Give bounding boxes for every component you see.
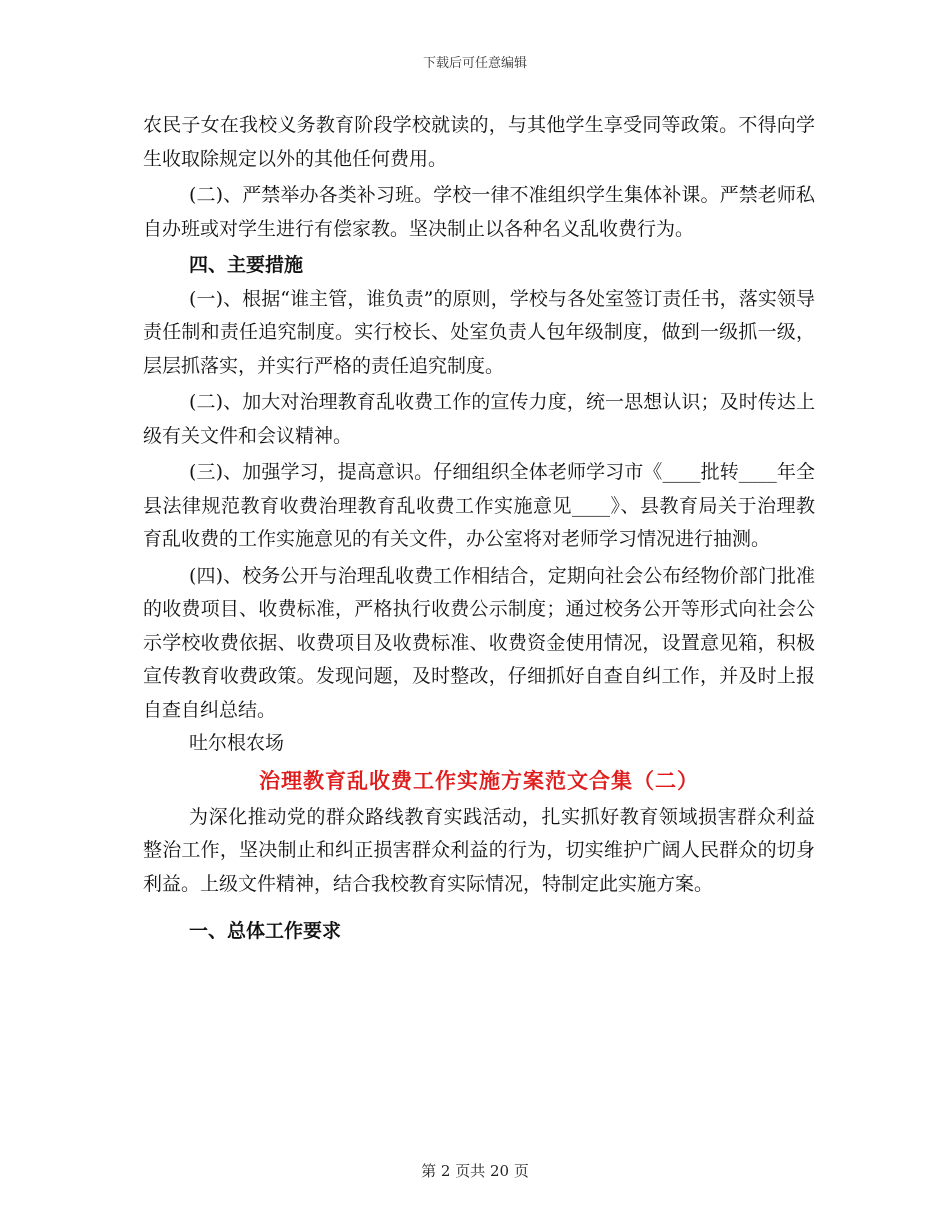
document-body <box>143 109 815 949</box>
heading-overall-requirements: 一、总体工作要求 <box>189 920 342 942</box>
paragraph-measure-4: (四)、校务公开与治理乱收费工作相结合，定期向社会公布经物价部门批准的收费项目、收费标准，严格执行收费公示制度；通过校务公开等形式向社会公示学校收费依据、收费项目及收费标准、收费资金使用情况，设置意见箱，积极宣传教育收费政策。发现问题，及时整改，仔细抓好自查自纠工作，并及时上报自查自纠总结。 <box>143 564 815 721</box>
section-title: 治理教育乱收费工作实施方案范文合集（二） <box>259 767 699 793</box>
signature-line: 吐尔根农场 <box>189 732 285 754</box>
paragraph-measure-2: (二)、加大对治理教育乱收费工作的宣传力度，统一思想认识；及时传达上级有关文件和会议精神。 <box>143 391 815 447</box>
paragraph-measure-1: (一)、根据“谁主管，谁负责”的原则，学校与各处室签订责任书，落实领导责任制和责任追究制度。实行校长、处室负责人包年级制度，做到一级抓一级，层层抓落实，并实行严格的责任追究制度。 <box>143 287 815 377</box>
paragraph-item-2: (二)、严禁举办各类补习班。学校一律不准组织学生集体补课。严禁老师私自办班或对学生进行有偿家教。坚决制止以各种名义乱收费行为。 <box>143 184 815 240</box>
paragraph-intro: 为深化推动党的群众路线教育实践活动，扎实抓好教育领域损害群众利益整治工作，坚决制止和纠正损害群众利益的行为，切实维护广阔人民群众的切身利益。上级文件精神，结合我校教育实际情况，特制定此实施方案。 <box>143 805 815 895</box>
paragraph-continuation: 农民子女在我校义务教育阶段学校就读的，与其他学生享受同等政策。不得向学生收取除规定以外的其他任何费用。 <box>143 114 815 170</box>
page-header: 下载后可任意编辑 <box>422 56 527 71</box>
paragraph-measure-3: (三)、加强学习，提高意识。仔细组织全体老师学习市《____批转____年全县法律规范教育收费治理教育乱收费工作实施意见____》、县教育局关于治理教育乱收费的工作实施意见的有关文件，办公室将对老师学习情况进行抽测。 <box>143 461 815 550</box>
page-footer: 第 2 页共 20 页 <box>421 1162 529 1180</box>
heading-main-measures: 四、主要措施 <box>189 254 304 276</box>
